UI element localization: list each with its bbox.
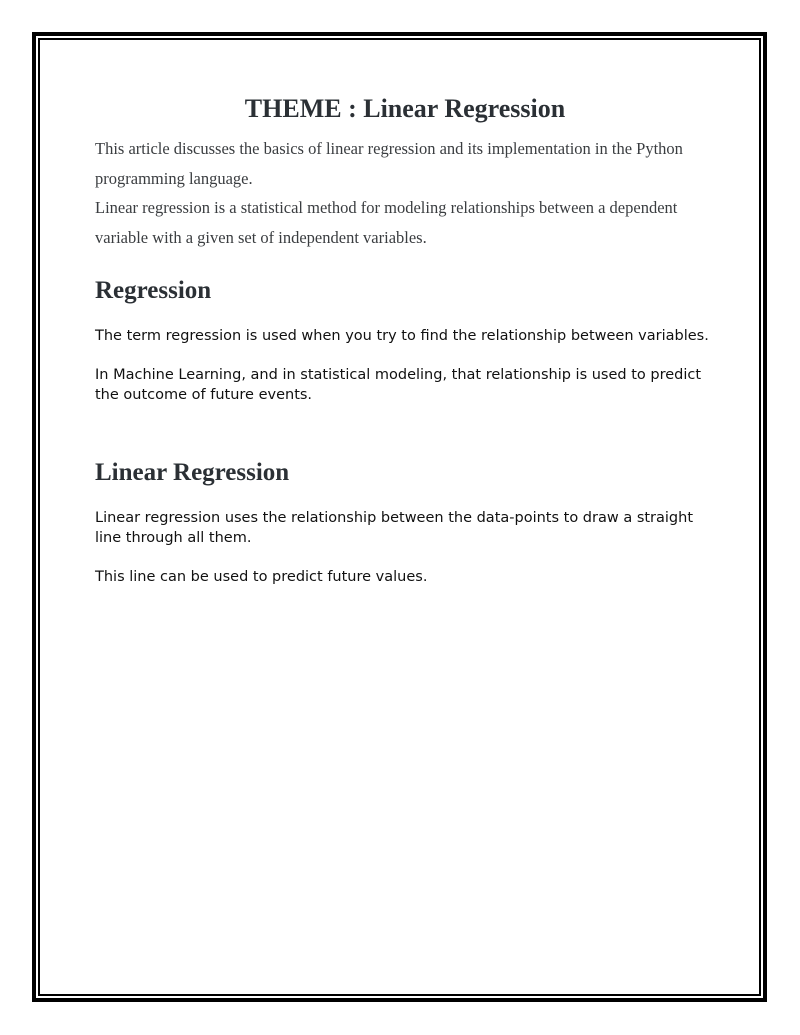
section-paragraph: The term regression is used when you try to find the relationship between variables. [95, 328, 709, 344]
intro-paragraph: This article discusses the basics of linear regression and its implementation in the Python programming language. [95, 139, 683, 188]
section-heading-linear-regression: Linear Regression [95, 458, 290, 486]
section-paragraph: Linear regression uses the relationship between the data-points to draw a straight line through all them. [95, 509, 694, 546]
intro-block [95, 134, 715, 252]
intro-paragraph: Linear regression is a statistical method for modeling relationships between a dependent variable with a given set of independent variables. [95, 198, 678, 247]
section-paragraph: This line can be used to predict future values. [95, 568, 428, 585]
section-paragraph: In Machine Learning, and in statistical modeling, that relationship is used to predict the outcome of future events. [95, 366, 702, 403]
document-body [95, 90, 715, 587]
section-heading-regression: Regression [95, 277, 212, 304]
document-title: THEME : Linear Regression [244, 94, 566, 123]
